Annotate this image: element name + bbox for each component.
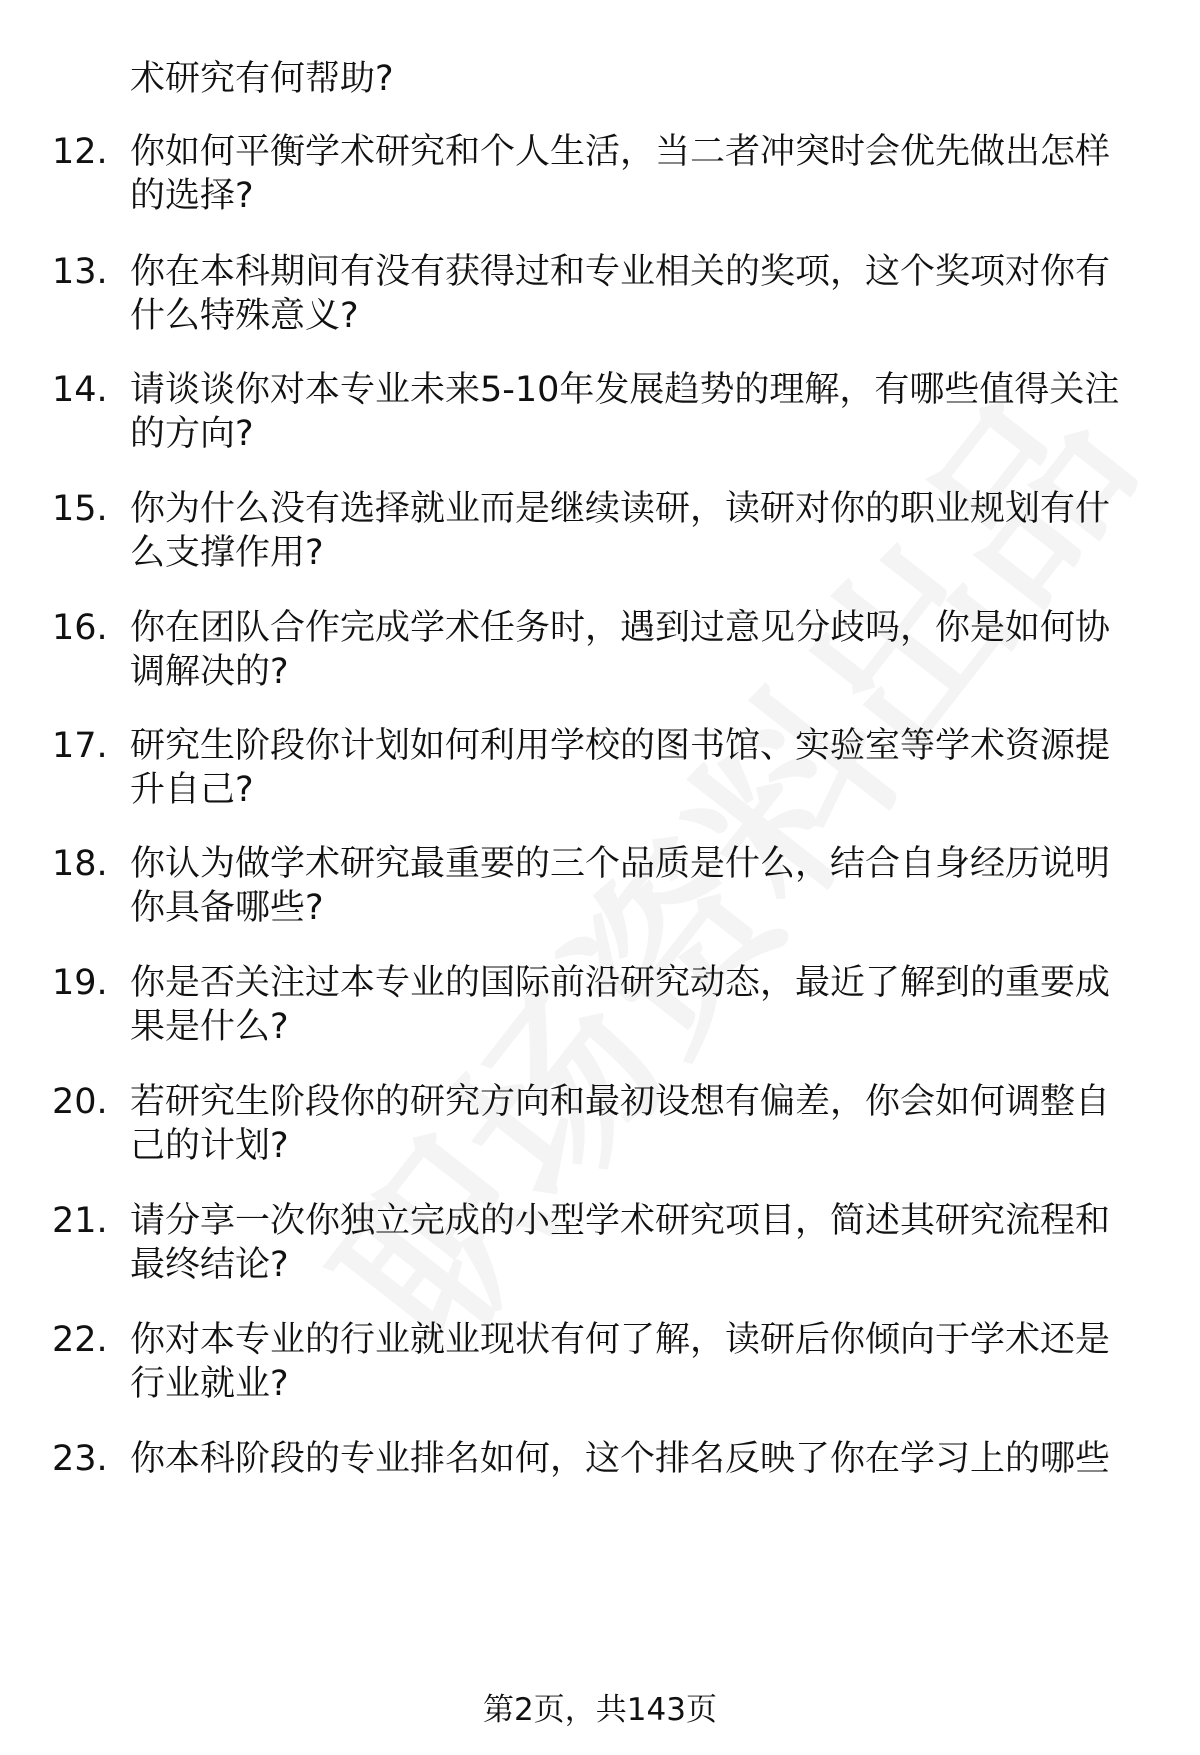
question-number: 18. [52,844,108,884]
question-number: 21. [52,1201,108,1241]
question-text-line1: 你认为做学术研究最重要的三个品质是什么，结合自身经历说明 [130,844,1111,884]
question-text-line2: 果是什么? [130,1007,289,1047]
question-text-line1: 你为什么没有选择就业而是继续读研，读研对你的职业规划有什 [130,489,1111,529]
question-text-line2: 己的计划? [130,1126,289,1166]
question-text-line1: 你本科阶段的专业排名如何，这个排名反映了你在学习上的哪些 [130,1439,1111,1479]
question-text-line1: 研究生阶段你计划如何利用学校的图书馆、实验室等学术资源提 [130,726,1111,766]
question-text-line2: 的选择? [130,176,254,216]
page-footer: 第2页，共143页 [483,1692,717,1728]
question-text-line2: 的方向? [130,414,254,454]
question-text-line1: 请谈谈你对本专业未来5-10年发展趋势的理解，有哪些值得关注 [130,370,1120,410]
question-text-line1: 你在本科期间有没有获得过和专业相关的奖项，这个奖项对你有 [130,252,1111,292]
question-number: 13. [52,252,108,292]
question-text-line1: 你是否关注过本专业的国际前沿研究动态，最近了解到的重要成 [130,963,1111,1003]
question-number: 19. [52,963,108,1003]
question-number: 20. [52,1082,108,1122]
continuation-line: 术研究有何帮助? [130,59,394,99]
question-number: 16. [52,608,108,648]
question-text-line2: 么支撑作用? [130,533,324,573]
question-number: 17. [52,726,108,766]
question-text-line2: 升自己? [130,770,254,810]
question-text-line1: 你对本专业的行业就业现状有何了解，读研后你倾向于学术还是 [130,1320,1111,1360]
question-text-line2: 你具备哪些? [130,888,324,928]
question-text-line1: 你在团队合作完成学术任务时，遇到过意见分歧吗，你是如何协 [130,608,1111,648]
question-number: 23. [52,1439,108,1479]
question-text-line2: 最终结论? [130,1245,289,1285]
question-text-line1: 若研究生阶段你的研究方向和最初设想有偏差，你会如何调整自 [130,1082,1111,1122]
question-text-line2: 调解决的? [130,652,289,692]
question-text-line1: 你如何平衡学术研究和个人生活，当二者冲突时会优先做出怎样 [130,132,1111,172]
question-text-line2: 什么特殊意义? [130,296,359,336]
question-number: 12. [52,132,108,172]
question-number: 14. [52,370,108,410]
question-text-line1: 请分享一次你独立完成的小型学术研究项目，简述其研究流程和 [130,1201,1111,1241]
question-text-line2: 行业就业? [130,1364,289,1404]
question-number: 22. [52,1320,108,1360]
question-number: 15. [52,489,108,529]
